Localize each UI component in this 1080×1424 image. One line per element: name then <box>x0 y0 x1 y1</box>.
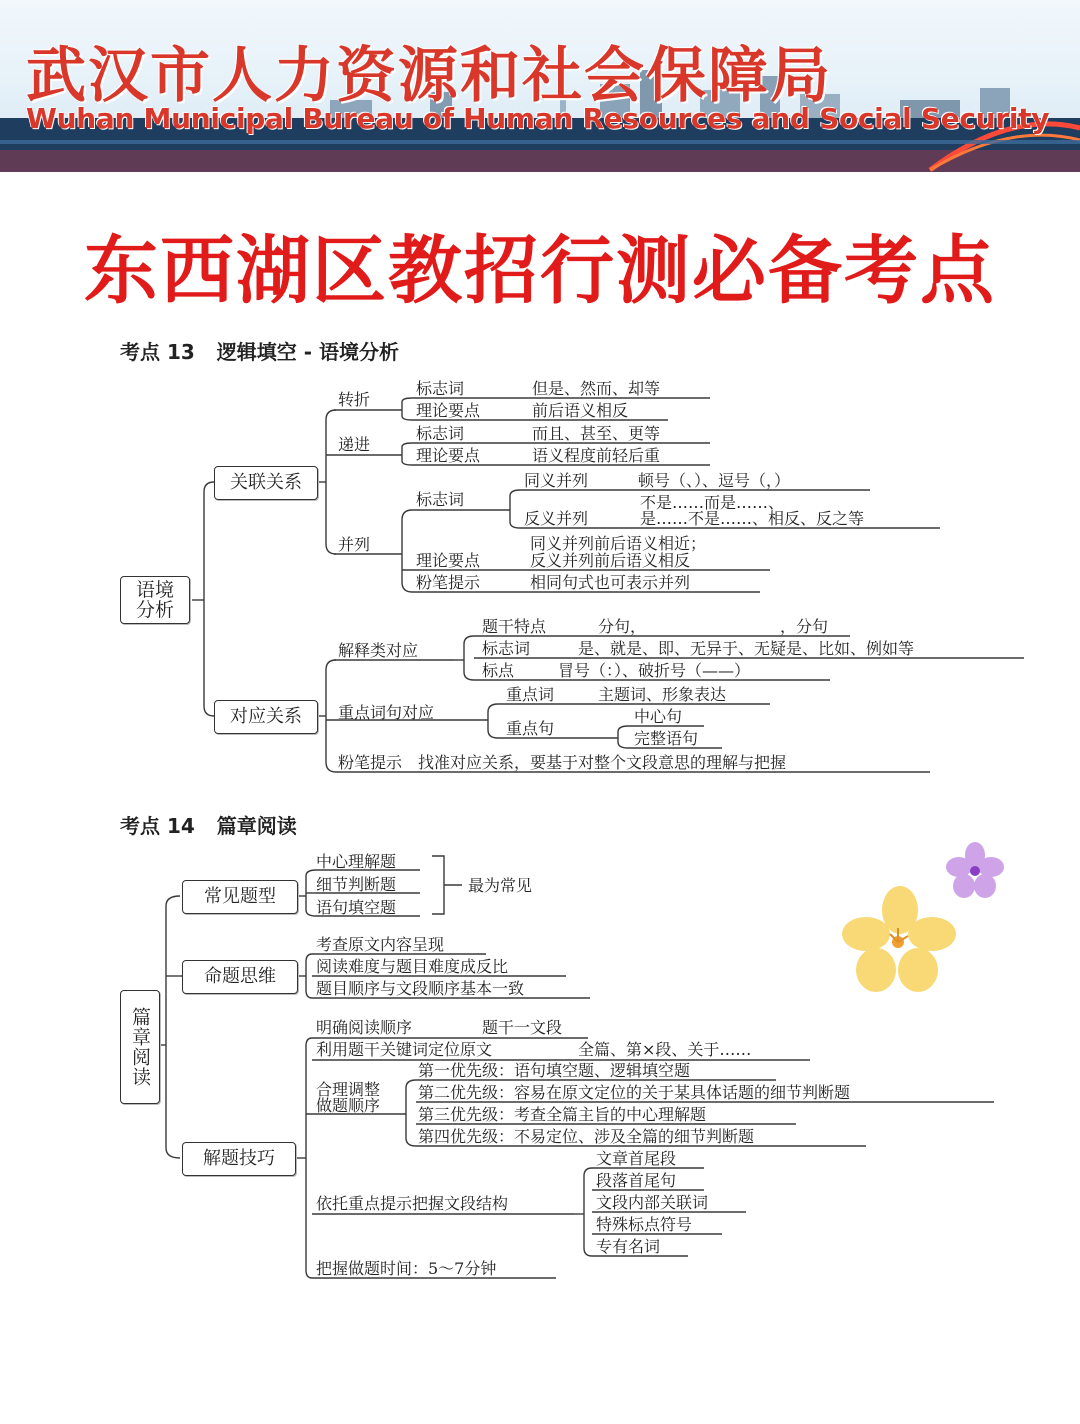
org-name-cn: 武汉市人力资源和社会保障局 <box>26 41 832 111</box>
c1-item-3: 语句填空题 <box>316 898 397 917</box>
c3-priority-4: 第四优先级：不易定位、涉及全篇的细节判断题 <box>418 1127 755 1146</box>
js-punct-label: 标点 <box>482 661 515 680</box>
page-title: 东西湖区教招行测必备考点 <box>84 228 996 314</box>
section14-number: 考点 14 <box>120 814 195 838</box>
node-common-types: 常见题型 <box>182 880 298 914</box>
c3-priority-1: 第一优先级：语句填空题、逻辑填空题 <box>418 1061 691 1080</box>
node-progression: 递进 <box>338 435 371 454</box>
root-node-context-analysis: 语境分析 <box>120 576 190 624</box>
c2-item-2: 阅读难度与题目难度成反比 <box>316 957 509 976</box>
zz-theory-value: 前后语义相反 <box>532 401 629 420</box>
bl-antonym-label: 反义并列 <box>524 509 589 528</box>
zz-keyword-value: 但是、然而、却等 <box>532 379 661 398</box>
node-association: 关联关系 <box>214 466 318 500</box>
node-correspondence: 对应关系 <box>214 700 318 734</box>
section13-title: 逻辑填空 - 语境分析 <box>216 340 400 364</box>
js-stem-value2: ，分句 <box>780 617 829 636</box>
c2-item-1: 考查原文内容呈现 <box>316 935 445 954</box>
c3-time: 把握做题时间：5～7分钟 <box>316 1259 497 1278</box>
bl-theory-line1: 同义并列前后语义相近； <box>530 534 707 553</box>
c3-locate-label: 利用题干关键词定位原文 <box>316 1040 493 1059</box>
c3-structure-label: 依托重点提示把握文段结构 <box>316 1194 509 1213</box>
yellow-flower-icon <box>838 884 960 998</box>
section13-heading <box>120 336 399 365</box>
bl-tip-label: 粉笔提示 <box>416 573 481 592</box>
section14-heading <box>120 810 297 839</box>
c1-item-1: 中心理解题 <box>316 852 397 871</box>
c1-note: 最为常见 <box>468 876 533 895</box>
bl-synonym-label: 同义并列 <box>524 471 589 490</box>
bl-keyword-label: 标志词 <box>416 490 465 509</box>
dj-theory-value: 语义程度前轻后重 <box>532 446 661 465</box>
c3-structure-4: 特殊标点符号 <box>596 1215 693 1234</box>
zd-sentence-label: 重点句 <box>506 719 555 738</box>
bl-synonym-value: 顿号（、）、逗号（，） <box>638 471 791 490</box>
c2-item-3: 题目顺序与文段顺序基本一致 <box>316 979 525 998</box>
dj-keyword-value: 而且、甚至、更等 <box>532 424 661 443</box>
node-transition: 转折 <box>338 390 371 409</box>
c3-structure-1: 文章首尾段 <box>596 1149 677 1168</box>
c3-structure-5: 专有名词 <box>596 1237 661 1256</box>
js-keyword-label: 标志词 <box>482 639 531 658</box>
org-name-en: Wuhan Municipal Bureau of Human Resources and Social Security <box>26 102 1050 135</box>
section14-title: 篇章阅读 <box>216 814 297 838</box>
js-stem-label: 题干特点 <box>482 617 547 636</box>
bl-theory-label: 理论要点 <box>416 551 481 570</box>
c1-item-2: 细节判断题 <box>316 875 397 894</box>
zd-word-value: 主题词、形象表达 <box>598 685 727 704</box>
c3-priority-2: 第二优先级：容易在原文定位的关于某具体话题的细节判断题 <box>418 1083 851 1102</box>
js-punct-value: 冒号（：）、破折号（——） <box>558 661 751 680</box>
dj-keyword-label: 标志词 <box>416 424 465 443</box>
c3-order-value: 题干一文段 <box>482 1018 563 1037</box>
bl-tip-value: 相同句式也可表示并列 <box>530 573 691 592</box>
node-parallel: 并列 <box>338 535 371 554</box>
c3-locate-value: 全篇、第×段、关于…… <box>578 1040 752 1059</box>
c3-adjust-line2: 做题顺序 <box>316 1096 381 1115</box>
root-node-passage-reading: 篇章阅读 <box>120 990 160 1104</box>
bl-theory-line2: 反义并列前后语义相反 <box>530 551 691 570</box>
section13-number: 考点 13 <box>120 340 195 364</box>
section13-tip: 粉笔提示 找准对应关系，要基于对整个文段意思的理解与把握 <box>338 753 787 772</box>
bl-antonym-value: 是……不是……、相反、反之等 <box>640 509 865 528</box>
dj-theory-label: 理论要点 <box>416 446 481 465</box>
zd-word-label: 重点词 <box>506 685 555 704</box>
bl-antonym-line1: 不是……而是……、 <box>640 493 785 512</box>
zd-sentence-complete: 完整语句 <box>634 729 699 748</box>
zz-theory-label: 理论要点 <box>416 401 481 420</box>
node-question-thinking: 命题思维 <box>182 960 298 994</box>
c3-priority-3: 第三优先级：考查全篇主旨的中心理解题 <box>418 1105 707 1124</box>
js-keyword-value: 是、就是、即、无异于、无疑是、比如、例如等 <box>578 639 915 658</box>
zd-sentence-central: 中心句 <box>634 707 683 726</box>
c3-structure-2: 段落首尾句 <box>596 1171 677 1190</box>
node-explanatory: 解释类对应 <box>338 641 419 660</box>
c3-adjust-line1: 合理调整 <box>316 1080 381 1099</box>
js-stem-value1: 分句， <box>598 617 647 636</box>
node-key-words-sentences: 重点词句对应 <box>338 703 435 722</box>
node-solving-skills: 解题技巧 <box>182 1142 296 1176</box>
c3-structure-3: 文段内部关联词 <box>596 1193 709 1212</box>
zz-keyword-label: 标志词 <box>416 379 465 398</box>
c3-order-label: 明确阅读顺序 <box>316 1018 413 1037</box>
